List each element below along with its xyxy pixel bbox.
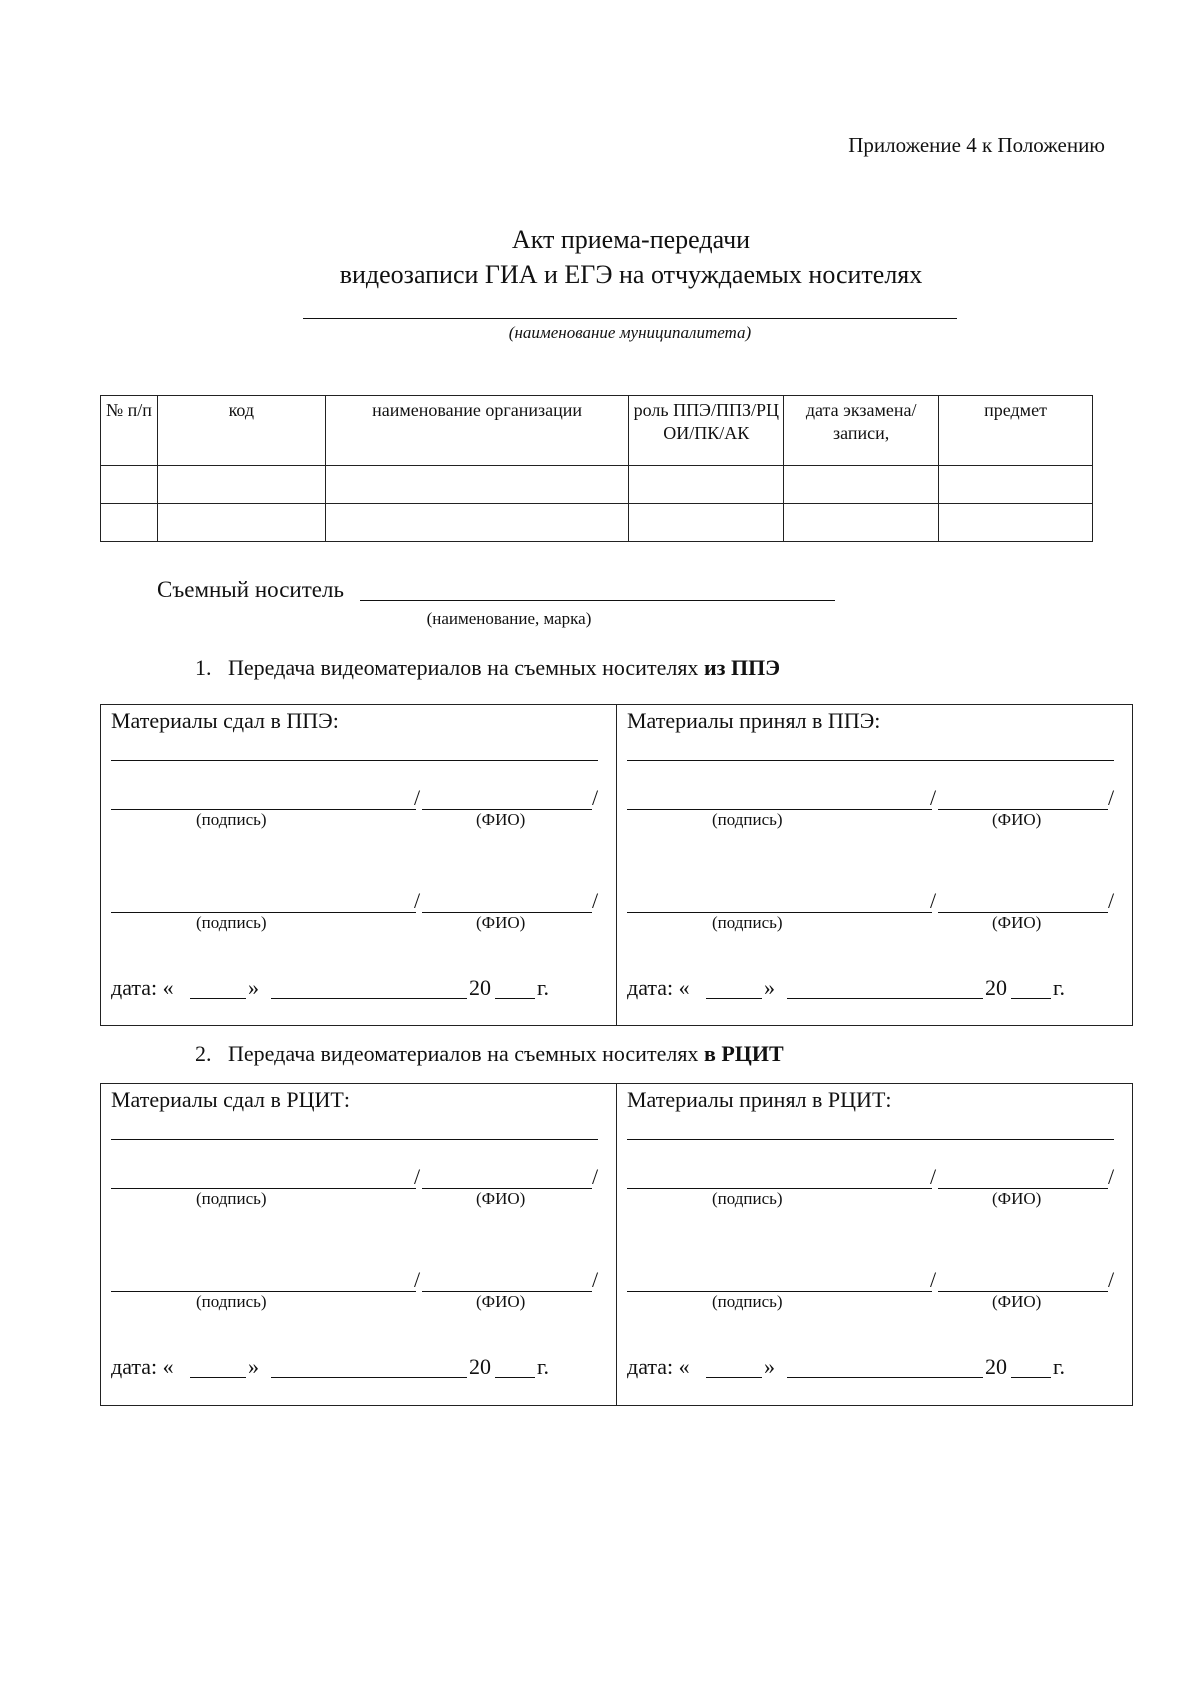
table-cell[interactable]	[629, 466, 784, 504]
table-cell[interactable]	[157, 466, 325, 504]
left-signature-column	[111, 1084, 601, 1405]
date-prefix: дата: «	[111, 975, 174, 1000]
municipality-caption: (наименование муниципалитета)	[508, 323, 752, 342]
header-number: № п/п	[101, 396, 158, 466]
slash-separator: /	[414, 1164, 421, 1189]
date-prefix: дата: «	[627, 975, 690, 1000]
signature-caption: (подпись)	[712, 1189, 783, 1208]
received-label: Материалы принял в РЦИТ:	[627, 1087, 892, 1112]
date-close-quote: »	[248, 975, 259, 1000]
signature-caption: (подпись)	[712, 913, 783, 932]
header-organization: наименование организации	[325, 396, 629, 466]
records-table	[100, 395, 1093, 542]
year-suffix: г.	[1053, 1354, 1066, 1379]
month-field-line[interactable]	[271, 1377, 467, 1378]
removable-media-caption: (наименование, марка)	[426, 609, 592, 628]
date-close-quote: »	[248, 1354, 259, 1379]
full-name-caption: (ФИО)	[992, 1292, 1042, 1311]
date-prefix: дата: «	[111, 1354, 174, 1379]
slash-separator: /	[1108, 888, 1115, 913]
slash-separator: /	[414, 1267, 421, 1292]
slash-separator: /	[592, 1164, 599, 1189]
table-cell[interactable]	[784, 504, 939, 542]
full-name-caption: (ФИО)	[992, 1189, 1042, 1208]
signature-caption: (подпись)	[712, 1292, 783, 1311]
slash-separator: /	[592, 1267, 599, 1292]
day-field-line[interactable]	[706, 998, 762, 999]
full-name-caption: (ФИО)	[476, 913, 526, 932]
slash-separator: /	[930, 1164, 937, 1189]
section-title-bold: из ППЭ	[703, 655, 781, 680]
handed-over-label: Материалы сдал в РЦИТ:	[111, 1087, 350, 1112]
document-title-line1: Акт приема-передачи	[511, 225, 751, 254]
section-1-box	[100, 704, 1133, 1026]
table-cell[interactable]	[325, 466, 629, 504]
table-cell[interactable]	[939, 504, 1093, 542]
removable-media-label: Съемный носитель	[157, 577, 344, 602]
signature-caption: (подпись)	[196, 1292, 267, 1311]
handed-over-label: Материалы сдал в ППЭ:	[111, 708, 339, 733]
year-suffix: г.	[537, 1354, 550, 1379]
table-row	[101, 466, 1093, 504]
section-1-title	[195, 655, 780, 681]
table-cell[interactable]	[939, 466, 1093, 504]
year-field-line[interactable]	[1011, 1377, 1051, 1378]
section-title-text: Передача видеоматериалов на съемных носителях	[228, 655, 704, 680]
day-field-line[interactable]	[190, 1377, 246, 1378]
section-number: 2.	[195, 1041, 212, 1066]
table-cell[interactable]	[629, 504, 784, 542]
slash-separator: /	[592, 785, 599, 810]
year-suffix: г.	[1053, 975, 1066, 1000]
section-2-title	[195, 1041, 784, 1067]
signature-caption: (подпись)	[712, 810, 783, 829]
table-cell[interactable]	[325, 504, 629, 542]
signature-caption: (подпись)	[196, 1189, 267, 1208]
document-title-line2: видеозаписи ГИА и ЕГЭ на отчуждаемых носителях	[339, 260, 923, 289]
day-field-line[interactable]	[706, 1377, 762, 1378]
year-field-line[interactable]	[1011, 998, 1051, 999]
table-cell[interactable]	[101, 466, 158, 504]
year-prefix: 20	[469, 975, 491, 1000]
date-prefix: дата: «	[627, 1354, 690, 1379]
slash-separator: /	[592, 888, 599, 913]
organization-field-line[interactable]	[627, 1139, 1114, 1140]
header-role: роль ППЭ/ППЗ/РЦ ОИ/ПК/АК	[629, 396, 784, 466]
right-signature-column	[627, 705, 1117, 1025]
section-title-bold: в РЦИТ	[703, 1041, 784, 1066]
organization-field-line[interactable]	[111, 760, 598, 761]
year-prefix: 20	[985, 1354, 1007, 1379]
section-number: 1.	[195, 655, 212, 680]
year-field-line[interactable]	[495, 998, 535, 999]
slash-separator: /	[1108, 1164, 1115, 1189]
slash-separator: /	[414, 888, 421, 913]
year-prefix: 20	[469, 1354, 491, 1379]
left-signature-column	[111, 705, 601, 1025]
section-2-box	[100, 1083, 1133, 1406]
slash-separator: /	[1108, 785, 1115, 810]
table-header-row	[101, 396, 1093, 466]
day-field-line[interactable]	[190, 998, 246, 999]
full-name-caption: (ФИО)	[476, 1292, 526, 1311]
signature-caption: (подпись)	[196, 810, 267, 829]
slash-separator: /	[930, 888, 937, 913]
right-signature-column	[627, 1084, 1117, 1405]
removable-media-field-line[interactable]	[360, 600, 835, 601]
table-row	[101, 504, 1093, 542]
table-cell[interactable]	[157, 504, 325, 542]
month-field-line[interactable]	[787, 1377, 983, 1378]
month-field-line[interactable]	[787, 998, 983, 999]
year-suffix: г.	[537, 975, 550, 1000]
slash-separator: /	[414, 785, 421, 810]
year-field-line[interactable]	[495, 1377, 535, 1378]
organization-field-line[interactable]	[111, 1139, 598, 1140]
slash-separator: /	[1108, 1267, 1115, 1292]
date-close-quote: »	[764, 1354, 775, 1379]
full-name-caption: (ФИО)	[992, 913, 1042, 932]
table-cell[interactable]	[101, 504, 158, 542]
full-name-caption: (ФИО)	[476, 810, 526, 829]
full-name-caption: (ФИО)	[992, 810, 1042, 829]
year-prefix: 20	[985, 975, 1007, 1000]
section-title-text: Передача видеоматериалов на съемных носителях	[228, 1041, 704, 1066]
column-divider	[616, 705, 617, 1025]
full-name-caption: (ФИО)	[476, 1189, 526, 1208]
month-field-line[interactable]	[271, 998, 467, 999]
slash-separator: /	[930, 1267, 937, 1292]
header-exam-date: дата экзамена/ записи,	[784, 396, 939, 466]
table-cell[interactable]	[784, 466, 939, 504]
signature-caption: (подпись)	[196, 913, 267, 932]
appendix-note: Приложение 4 к Положению	[848, 133, 1105, 157]
header-subject: предмет	[939, 396, 1093, 466]
slash-separator: /	[930, 785, 937, 810]
header-code: код	[157, 396, 325, 466]
municipality-field-line[interactable]	[303, 318, 957, 319]
date-close-quote: »	[764, 975, 775, 1000]
received-label: Материалы принял в ППЭ:	[627, 708, 881, 733]
organization-field-line[interactable]	[627, 760, 1114, 761]
column-divider	[616, 1084, 617, 1405]
